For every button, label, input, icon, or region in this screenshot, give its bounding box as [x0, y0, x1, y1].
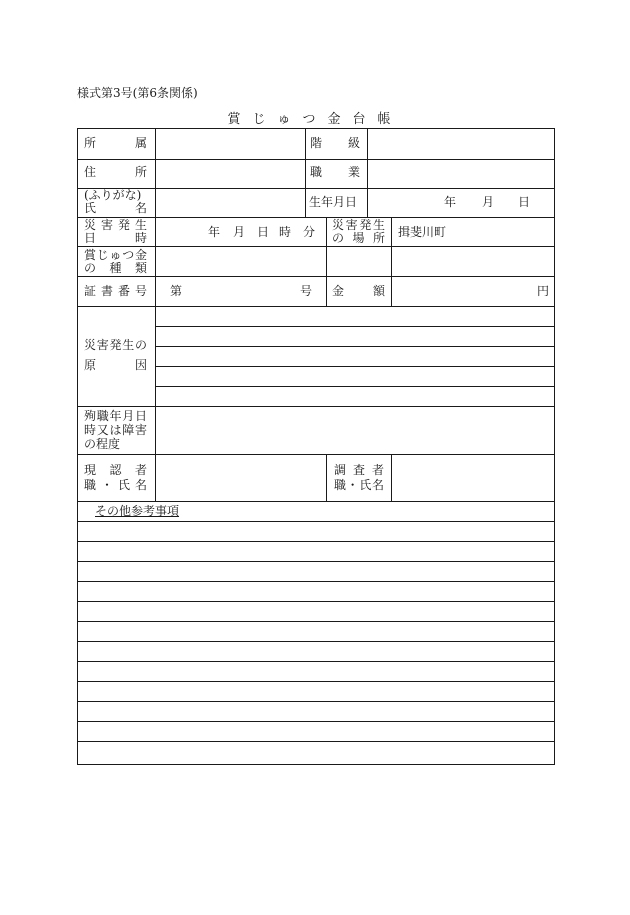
notes-line	[78, 661, 554, 662]
birth-day-unit: 日	[518, 195, 531, 209]
furigana-label: (ふりがな)	[84, 188, 142, 202]
col-line	[391, 454, 392, 501]
row-line	[78, 246, 554, 247]
col-line	[305, 129, 306, 217]
col-line	[391, 217, 392, 276]
dt-year-unit: 年	[208, 225, 221, 239]
cause-line	[155, 326, 554, 327]
notes-line	[78, 541, 554, 542]
cause-label-2: 原因	[84, 358, 147, 372]
col-line	[155, 129, 156, 501]
notes-line	[78, 521, 554, 522]
cause-line	[155, 386, 554, 387]
dt-day-unit: 日	[257, 225, 270, 239]
row-line	[78, 276, 554, 277]
form-reference: 様式第3号(第6条関係)	[77, 86, 198, 100]
col-line	[326, 276, 327, 306]
notes-line	[78, 581, 554, 582]
yen-unit: 円	[537, 284, 550, 298]
disaster-datetime-label-2: 日時	[84, 231, 147, 245]
disaster-place-label: 災害発生	[332, 218, 385, 232]
row-line	[78, 188, 554, 189]
amount-label: 金額	[332, 284, 385, 298]
birthdate-label: 生年月日	[309, 195, 358, 209]
investigator-label: 調査者	[334, 463, 384, 477]
death-label-3: の程度	[84, 437, 121, 451]
certificate-number-label: 証書番号	[84, 284, 147, 298]
address-label: 住所	[84, 165, 147, 179]
cert-prefix: 第	[170, 284, 183, 298]
notes-line	[78, 741, 554, 742]
notes-line	[78, 621, 554, 622]
notes-line	[78, 681, 554, 682]
notes-line	[78, 561, 554, 562]
affiliation-label: 所属	[84, 136, 147, 150]
col-line	[326, 454, 327, 501]
row-line	[78, 306, 554, 307]
dt-minute-unit: 分	[303, 225, 316, 239]
ledger-form	[77, 128, 555, 765]
notes-line	[78, 701, 554, 702]
other-notes-label: その他参考事項	[95, 504, 180, 518]
name-label: 氏名	[84, 201, 147, 215]
form-title-text: 賞じゅつ金台帳	[227, 112, 403, 127]
disaster-datetime-label: 災害発生	[84, 218, 147, 232]
investigator-label-2: 職・氏名	[334, 478, 384, 492]
birth-year-unit: 年	[444, 195, 457, 209]
row-line	[78, 159, 554, 160]
place-town-value: 揖斐川町	[398, 225, 447, 239]
notes-line	[78, 601, 554, 602]
rank-label: 階級	[310, 136, 360, 150]
col-line	[326, 217, 327, 276]
row-line	[78, 501, 554, 502]
death-label-2: 時又は障害	[84, 423, 147, 437]
notes-line	[78, 641, 554, 642]
dt-hour-unit: 時	[279, 225, 292, 239]
cause-line	[155, 346, 554, 347]
row-line	[78, 454, 554, 455]
disaster-place-label-2: の場所	[332, 231, 385, 245]
notes-line	[78, 721, 554, 722]
award-type-label-2: の種類	[84, 261, 147, 275]
cert-suffix: 号	[300, 284, 313, 298]
witness-label-2: 職・氏名	[84, 478, 147, 492]
cause-label: 災害発生の	[84, 338, 147, 352]
row-line	[78, 217, 554, 218]
row-line	[78, 406, 554, 407]
form-title	[0, 108, 630, 127]
birth-month-unit: 月	[482, 195, 495, 209]
death-label: 殉職年月日	[84, 409, 147, 423]
cause-line	[155, 366, 554, 367]
col-line	[367, 129, 368, 217]
witness-label: 現認者	[84, 463, 147, 477]
dt-month-unit: 月	[233, 225, 246, 239]
col-line	[391, 276, 392, 306]
award-type-label: 賞じゅつ金	[84, 248, 147, 262]
occupation-label: 職業	[310, 165, 360, 179]
